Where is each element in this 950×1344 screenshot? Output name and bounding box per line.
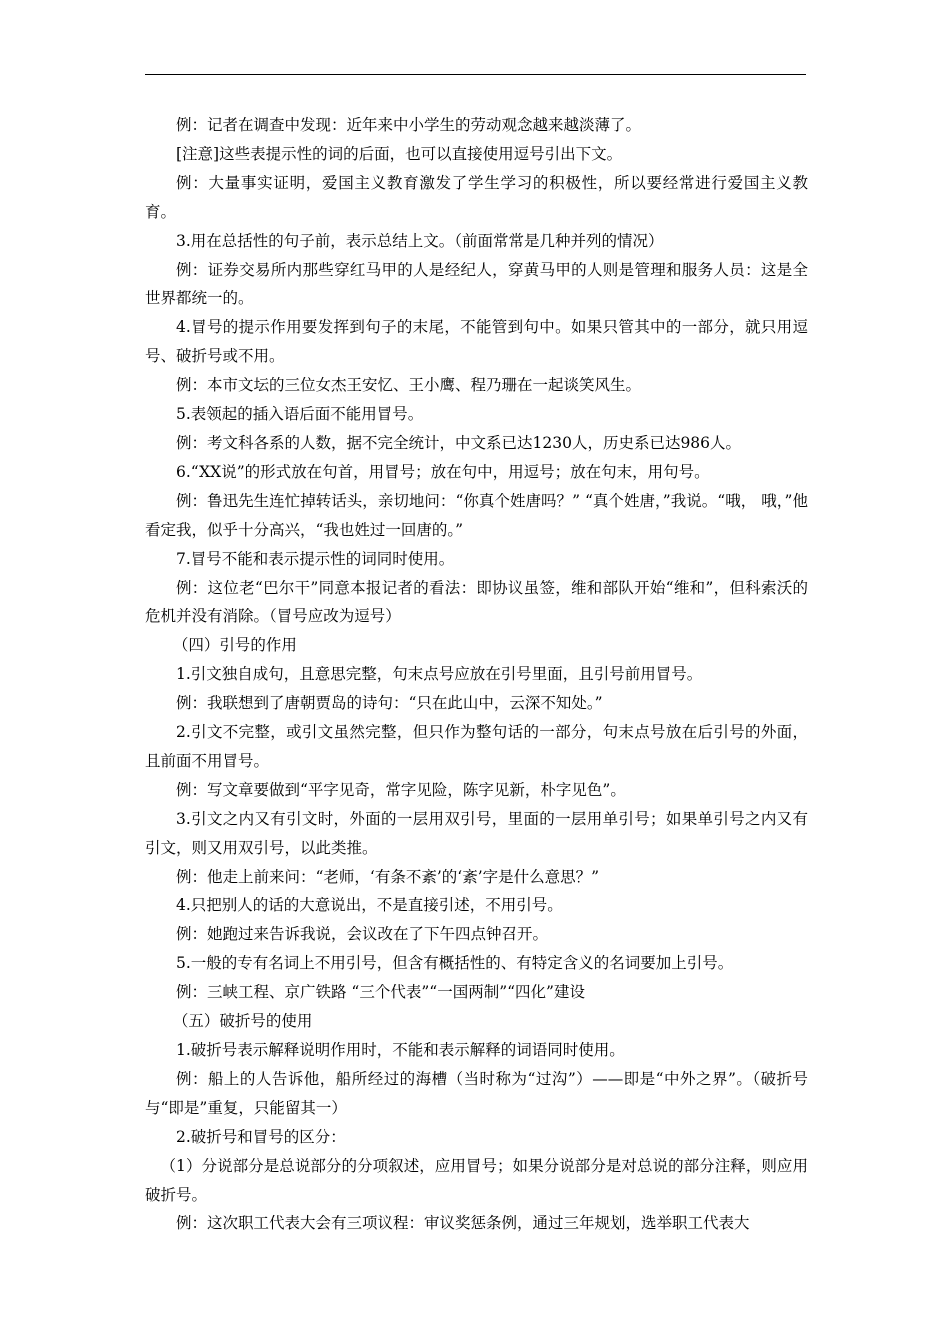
paragraph: 例：三峡工程、京广铁路 “三个代表”“一国两制”“四化”建设 <box>176 983 585 1002</box>
paragraph: 2.破折号和冒号的区分： <box>176 1127 346 1146</box>
paragraph: 例：大量事实证明，爱国主义教育激发了学生学习的积极性，所以要经常进行爱国主义教育。 <box>145 173 808 221</box>
section-heading: （五）破折号的使用 <box>172 1012 313 1031</box>
paragraph: 6.“XX说”的形式放在句首，用冒号；放在句中，用逗号；放在句末，用句号。 <box>176 462 710 481</box>
paragraph: （1）分说部分是总说部分的分项叙述，应用冒号；如果分说部分是对总说的部分注释，则应用破折号。 <box>145 1156 808 1204</box>
paragraph: 例：证券交易所内那些穿红马甲的人是经纪人，穿黄马甲的人则是管理和服务人员：这是全世界都统一的。 <box>145 260 808 308</box>
paragraph: 5.一般的专有名词上不用引号，但含有概括性的、有特定含义的名词要加上引号。 <box>176 954 734 973</box>
paragraph: 例：她跑过来告诉我说，会议改在了下午四点钟召开。 <box>176 925 549 944</box>
paragraph: 例：考文科各系的人数，据不完全统计，中文系已达1230人，历史系已达986人。 <box>176 433 742 452</box>
paragraph: 4.只把别人的话的大意说出，不是直接引述，不用引号。 <box>176 896 563 915</box>
paragraph: 例：他走上前来问：“老师，‘有条不紊’的‘紊’字是什么意思？” <box>176 867 600 886</box>
paragraph: 例：本市文坛的三位女杰王安忆、王小鹰、程乃珊在一起谈笑风生。 <box>176 376 642 395</box>
paragraph: 例：这次职工代表大会有三项议程：审议奖惩条例，通过三年规划，选举职工代表大 <box>176 1214 750 1233</box>
paragraph: 例：记者在调查中发现：近年来中小学生的劳动观念越来越淡薄了。 <box>176 116 642 134</box>
paragraph: 1.引文独自成句，且意思完整，句末点号应放在引号里面，且引号前用冒号。 <box>176 665 703 684</box>
paragraph: 1.破折号表示解释说明作用时，不能和表示解释的词语同时使用。 <box>176 1041 625 1059</box>
paragraph: 例：船上的人告诉他，船所经过的海槽（当时称为“过沟”）——即是“中外之界”。（破折号与“即是”重复，只能留其一） <box>145 1069 808 1117</box>
paragraph: 2.引文不完整，或引文虽然完整，但只作为整句话的一部分，句末点号放在后引号的外面，且前面不用冒号。 <box>145 723 808 770</box>
paragraph: [注意]这些表提示性的词的后面，也可以直接使用逗号引出下文。 <box>176 144 623 163</box>
paragraph: 7.冒号不能和表示提示性的词同时使用。 <box>176 549 455 568</box>
paragraph: 例：我联想到了唐朝贾岛的诗句：“只在此山中，云深不知处。” <box>176 694 603 713</box>
paragraph: 5.表领起的插入语后面不能用冒号。 <box>176 405 424 424</box>
paragraph: 3.用在总括性的句子前，表示总结上文。（前面常常是几种并列的情况） <box>176 231 664 250</box>
paragraph: 3.引文之内又有引文时，外面的一层用双引号，里面的一层用单引号；如果单引号之内又有引文，则又用双引号，以此类推。 <box>145 809 808 857</box>
paragraph: 例：鲁迅先生连忙掉转话头，亲切地问：“你真个姓唐吗？” “真个姓唐，”我说。“哦， 哦，”他看定我，似乎十分高兴，“我也姓过一回唐的。” <box>145 491 808 539</box>
section-heading: （四）引号的作用 <box>172 636 297 655</box>
paragraph: 例：写文章要做到“平字见奇，常字见险，陈字见新，朴字见色”。 <box>176 780 626 799</box>
document-body <box>145 111 808 1238</box>
header-rule <box>145 74 806 75</box>
paragraph: 4.冒号的提示作用要发挥到句子的末尾，不能管到句中。如果只管其中的一部分，就只用逗号、破折号或不用。 <box>145 318 808 366</box>
paragraph: 例：这位老“巴尔干”同意本报记者的看法：即协议虽签，维和部队开始“维和”，但科索沃的危机并没有消除。（冒号应改为逗号） <box>145 578 808 626</box>
